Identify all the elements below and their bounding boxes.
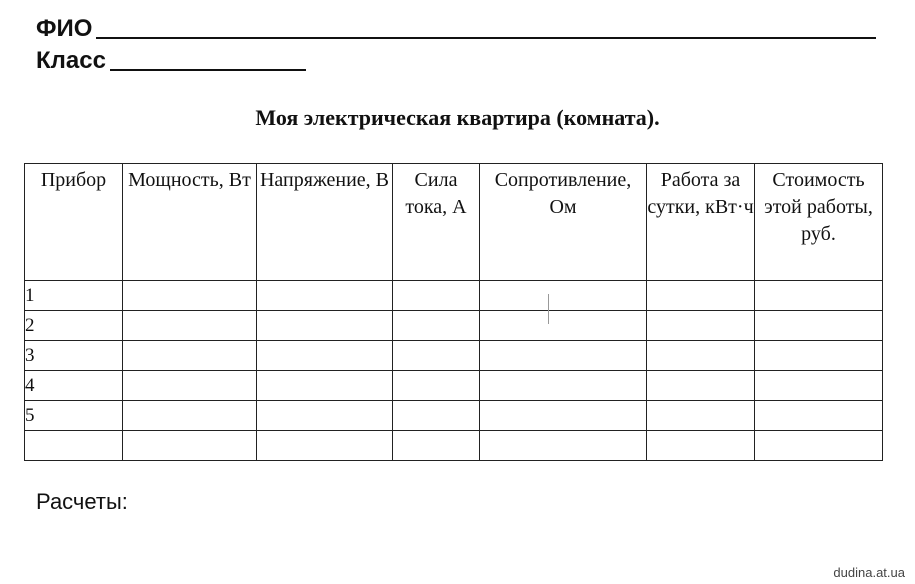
watermark: dudina.at.ua <box>833 565 905 580</box>
row-number: 4 <box>25 371 123 401</box>
table-cell[interactable] <box>755 371 883 401</box>
table-row <box>25 311 883 341</box>
table-cell[interactable] <box>393 281 480 311</box>
table-cell[interactable] <box>393 311 480 341</box>
table-cell[interactable] <box>257 341 393 371</box>
table-cell[interactable] <box>257 311 393 341</box>
column-header-voltage: Напряжение, В <box>257 164 393 281</box>
column-header-device: Прибор <box>25 164 123 281</box>
table-cell[interactable] <box>480 371 647 401</box>
row-number: 3 <box>25 341 123 371</box>
table-row <box>25 401 883 431</box>
table-row <box>25 431 883 461</box>
fio-label: ФИО <box>36 15 93 42</box>
table-cell[interactable] <box>123 341 257 371</box>
table-cell[interactable] <box>393 371 480 401</box>
table-cell[interactable] <box>755 341 883 371</box>
column-header-resistance: Сопротивление, Ом <box>480 164 647 281</box>
class-label: Класс <box>36 47 106 74</box>
table-cell[interactable] <box>647 371 755 401</box>
table-cell[interactable] <box>393 341 480 371</box>
row-number: 2 <box>25 311 123 341</box>
table-cell[interactable] <box>755 401 883 431</box>
table-cell[interactable] <box>480 281 647 311</box>
table-row <box>25 371 883 401</box>
table-cell[interactable] <box>257 401 393 431</box>
table-cell[interactable] <box>647 401 755 431</box>
column-header-cost: Стоимость этой работы, руб. <box>755 164 883 281</box>
row-number <box>25 431 123 461</box>
column-header-power: Мощность, Вт <box>123 164 257 281</box>
table-cell[interactable] <box>123 401 257 431</box>
fio-field <box>36 8 876 42</box>
table-cell[interactable] <box>755 431 883 461</box>
table-cell[interactable] <box>257 431 393 461</box>
table-cell[interactable] <box>123 371 257 401</box>
table-cell[interactable] <box>123 281 257 311</box>
table-cell[interactable] <box>123 311 257 341</box>
class-field <box>36 44 306 74</box>
table-cell[interactable] <box>257 281 393 311</box>
table-cell[interactable] <box>123 431 257 461</box>
table-cell[interactable] <box>755 281 883 311</box>
table-cell[interactable] <box>393 401 480 431</box>
row-number: 1 <box>25 281 123 311</box>
column-header-daily-work: Работа за сутки, кВт·ч <box>647 164 755 281</box>
table-cell[interactable] <box>257 371 393 401</box>
table-cell[interactable] <box>647 281 755 311</box>
table-cell[interactable] <box>480 401 647 431</box>
row-number: 5 <box>25 401 123 431</box>
page-title: Моя электрическая квартира (комната). <box>255 105 660 130</box>
table-header-row <box>25 164 883 281</box>
calculations-label: Расчеты: <box>36 489 128 514</box>
scan-mark <box>548 294 549 324</box>
table-cell[interactable] <box>647 311 755 341</box>
table-cell[interactable] <box>647 341 755 371</box>
table-row <box>25 341 883 371</box>
table-cell[interactable] <box>480 341 647 371</box>
table-cell[interactable] <box>647 431 755 461</box>
table-row <box>25 281 883 311</box>
column-header-current: Сила тока, А <box>393 164 480 281</box>
table-cell[interactable] <box>393 431 480 461</box>
table-cell[interactable] <box>755 311 883 341</box>
class-line <box>110 68 306 71</box>
devices-table <box>24 163 883 461</box>
fio-line <box>96 36 876 39</box>
table-cell[interactable] <box>480 431 647 461</box>
table-cell[interactable] <box>480 311 647 341</box>
